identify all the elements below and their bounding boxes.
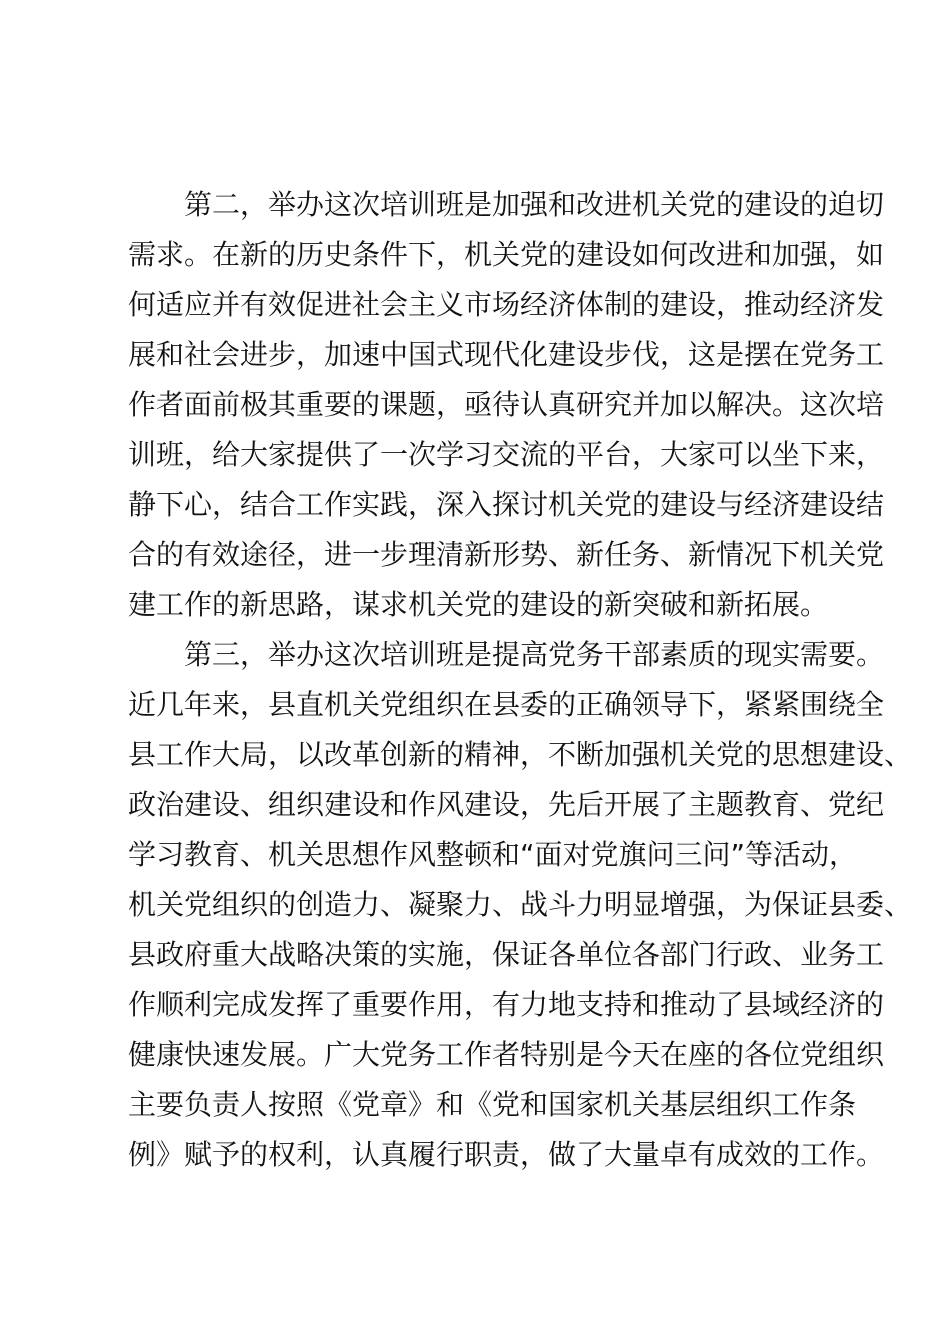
paragraph-line: 作者面前极其重要的课题，亟待认真研究并加以解决。这次培 bbox=[128, 388, 885, 421]
paragraph-line: 健康快速发展。广大党务工作者特别是今天在座的各位党组织 bbox=[128, 1038, 885, 1071]
paragraph-line: 需求。在新的历史条件下，机关党的建设如何改进和加强，如 bbox=[128, 238, 885, 271]
paragraph-line: 第二，举办这次培训班是加强和改进机关党的建设的迫切 bbox=[128, 188, 885, 221]
paragraph-line: 训班，给大家提供了一次学习交流的平台，大家可以坐下来， bbox=[128, 438, 885, 471]
paragraph-line: 主要负责人按照《党章》和《党和国家机关基层组织工作条 bbox=[128, 1088, 857, 1121]
paragraph-second bbox=[128, 180, 885, 630]
paragraph-line: 建工作的新思路，谋求机关党的建设的新突破和新拓展。 bbox=[128, 588, 829, 621]
paragraph-line: 县工作大局，以改革创新的精神，不断加强机关党的思想建设、 bbox=[128, 738, 913, 771]
paragraph-third bbox=[128, 630, 913, 1180]
paragraph-line: 近几年来，县直机关党组织在县委的正确领导下，紧紧围绕全 bbox=[128, 688, 885, 721]
paragraph-line: 静下心，结合工作实践，深入探讨机关党的建设与经济建设结 bbox=[128, 488, 885, 521]
paragraph-line: 例》赋予的权利，认真履行职责，做了大量卓有成效的工作。 bbox=[128, 1138, 885, 1171]
paragraph-line: 展和社会进步，加速中国式现代化建设步伐，这是摆在党务工 bbox=[128, 338, 885, 371]
paragraph-line: 学习教育、机关思想作风整顿和“面对党旗问三问”等活动， bbox=[128, 838, 858, 871]
paragraph-line: 作顺利完成发挥了重要作用，有力地支持和推动了县域经济的 bbox=[128, 988, 885, 1021]
paragraph-line: 第三，举办这次培训班是提高党务干部素质的现实需要。 bbox=[128, 638, 885, 671]
paragraph-line: 县政府重大战略决策的实施，保证各单位各部门行政、业务工 bbox=[128, 938, 885, 971]
paragraph-line: 何适应并有效促进社会主义市场经济体制的建设，推动经济发 bbox=[128, 288, 885, 321]
paragraph-line: 政治建设、组织建设和作风建设，先后开展了主题教育、党纪 bbox=[128, 788, 885, 821]
paragraph-line: 合的有效途径，进一步理清新形势、新任务、新情况下机关党 bbox=[128, 538, 885, 571]
paragraph-line: 机关党组织的创造力、凝聚力、战斗力明显增强，为保证县委、 bbox=[128, 888, 913, 921]
